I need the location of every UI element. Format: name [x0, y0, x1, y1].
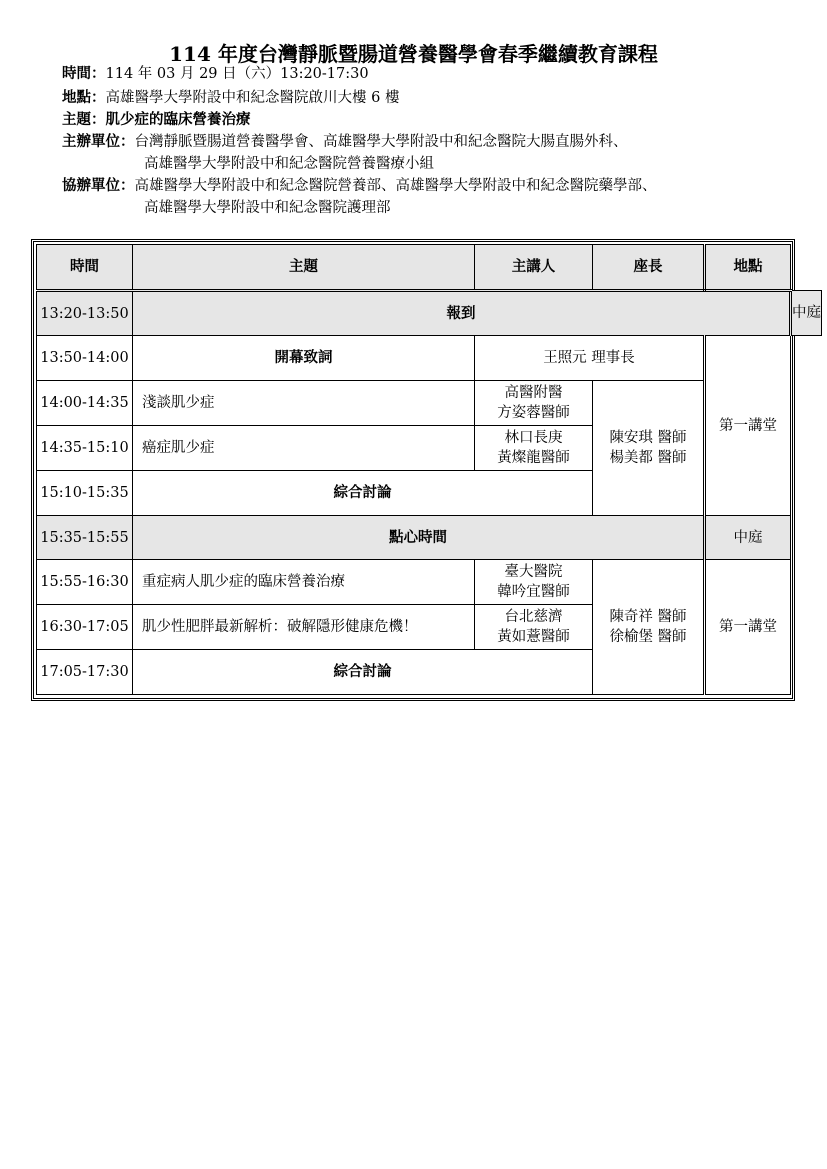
row-topic: 報到 — [133, 291, 791, 336]
place-line — [62, 87, 399, 109]
row-time: 15:10-15:35 — [37, 471, 133, 516]
row-speaker: 高醫附醫 方姿蓉醫師 — [475, 381, 593, 426]
row-time: 16:30-17:05 — [37, 605, 133, 650]
row-place: 第一講堂 — [705, 336, 791, 516]
row-topic: 開幕致詞 — [133, 336, 475, 381]
header-speaker: 主講人 — [475, 245, 593, 291]
row-speaker: 台北慈濟 黃如薏醫師 — [475, 605, 593, 650]
header-topic: 主題 — [133, 245, 475, 291]
header-time: 時間 — [37, 245, 133, 291]
page-title: 114 年度台灣靜脈暨腸道營養醫學會春季繼續教育課程 — [169, 42, 658, 66]
schedule-table — [36, 244, 822, 695]
organizer-label: 主辦單位： — [62, 133, 135, 150]
time-line — [62, 63, 369, 85]
place-value: 高雄醫學大學附設中和紀念醫院啟川大樓 6 樓 — [105, 90, 400, 106]
row-place: 中庭 — [705, 516, 791, 560]
row-time: 13:50-14:00 — [37, 336, 133, 381]
row-time: 15:55-16:30 — [37, 560, 133, 605]
coorganizer-label: 協辦單位： — [62, 177, 135, 194]
table-row — [37, 381, 822, 426]
place-label: 地點： — [62, 89, 106, 106]
header-place: 地點 — [705, 245, 791, 291]
organizer-line2: 高雄醫學大學附設中和紀念醫院營養醫療小組 — [144, 156, 434, 172]
header-row — [37, 245, 822, 291]
row-speaker: 王照元 理事長 — [475, 336, 705, 381]
organizer-line1: 台灣靜脈暨腸道營養醫學會、高雄醫學大學附設中和紀念醫院大腸直腸外科、 — [134, 134, 628, 150]
table-row — [37, 560, 822, 605]
row-place: 第一講堂 — [705, 560, 791, 695]
coorganizer-line2: 高雄醫學大學附設中和紀念醫院護理部 — [144, 200, 391, 216]
table-row — [37, 516, 822, 560]
row-topic: 綜合討論 — [133, 471, 593, 516]
row-time: 17:05-17:30 — [37, 650, 133, 695]
row-time: 15:35-15:55 — [37, 516, 133, 560]
row-speaker: 林口長庚 黃燦龍醫師 — [475, 426, 593, 471]
row-topic: 綜合討論 — [133, 650, 593, 695]
row-topic: 肌少性肥胖最新解析：破解隱形健康危機！ — [133, 605, 475, 650]
row-place: 中庭 — [791, 291, 822, 336]
row-topic: 點心時間 — [133, 516, 705, 560]
organizer-block — [62, 131, 628, 175]
theme-label: 主題： — [62, 111, 106, 128]
row-topic: 淺談肌少症 — [133, 381, 475, 426]
table-row — [37, 291, 822, 336]
row-time: 13:20-13:50 — [37, 291, 133, 336]
theme-line — [62, 109, 251, 131]
row-chair: 陳奇祥 醫師 徐榆堡 醫師 — [593, 560, 705, 695]
time-value: 114 年 03 月 29 日（六）13:20-17:30 — [105, 66, 369, 82]
row-time: 14:00-14:35 — [37, 381, 133, 426]
row-chair: 陳安琪 醫師 楊美都 醫師 — [593, 381, 705, 516]
row-topic: 癌症肌少症 — [133, 426, 475, 471]
coorganizer-line1: 高雄醫學大學附設中和紀念醫院營養部、高雄醫學大學附設中和紀念醫院藥學部、 — [134, 178, 657, 194]
time-label: 時間： — [62, 65, 106, 82]
coorganizer-block — [62, 175, 657, 219]
theme-value: 肌少症的臨床營養治療 — [105, 111, 251, 128]
row-speaker: 臺大醫院 韓吟宜醫師 — [475, 560, 593, 605]
table-row — [37, 336, 822, 381]
row-topic: 重症病人肌少症的臨床營養治療 — [133, 560, 475, 605]
row-time: 14:35-15:10 — [37, 426, 133, 471]
header-chair: 座長 — [593, 245, 705, 291]
